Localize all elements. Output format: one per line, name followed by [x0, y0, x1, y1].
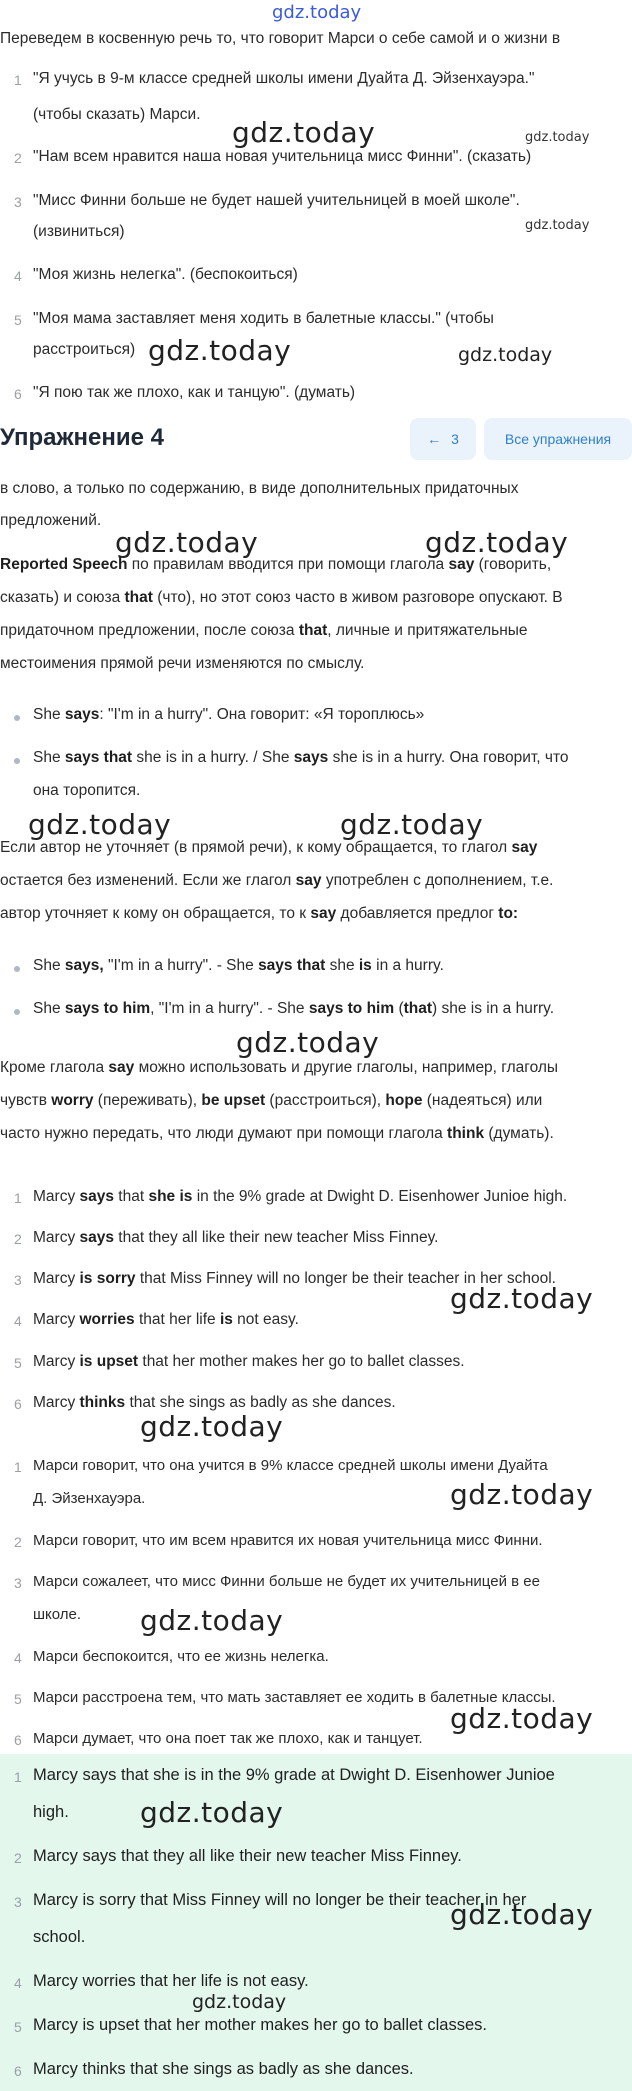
term: says that: [64, 749, 133, 766]
answer-item: Марси сожалеет, что мисс Финни больше не будет их учительницей в ее: [33, 1573, 540, 1590]
site-logo[interactable]: gdz.today: [272, 2, 362, 23]
text: she is in a hurry. / She: [132, 749, 294, 766]
item-number: 2: [14, 150, 22, 166]
term: hope: [385, 1092, 423, 1109]
term: worry: [51, 1092, 94, 1109]
text: ) she is in a hurry.: [432, 1000, 555, 1017]
theory-text: [0, 905, 518, 923]
term: say: [295, 872, 322, 889]
intro-text: Переведем в косвенную речь то, что говорит Марси о себе самой и о жизни в: [0, 30, 561, 47]
list-item: расстроиться): [33, 341, 136, 358]
text: that her mother makes her go to ballet classes.: [138, 1353, 465, 1370]
theory-text: [0, 1059, 558, 1077]
term: that: [298, 622, 328, 639]
list-item: "Нам всем нравится наша новая учительница мисс Финни". (сказать): [33, 148, 532, 165]
item-number: 4: [14, 1650, 22, 1666]
term: say: [108, 1059, 135, 1076]
term: says: [64, 706, 100, 723]
term: is: [358, 957, 372, 974]
text: Marcy: [33, 1394, 80, 1411]
text: Marcy: [33, 1353, 80, 1370]
answer-item: Marcy says that they all like their new teacher Miss Finney.: [33, 1847, 462, 1865]
text: that she sings as badly as she dances.: [125, 1394, 396, 1411]
text: that Miss Finney will no longer be their teacher in her school.: [135, 1270, 556, 1287]
theory-text: предложений.: [0, 512, 102, 529]
watermark: gdz.today: [458, 344, 553, 366]
item-number: 2: [14, 1850, 22, 1866]
term: says: [293, 749, 329, 766]
text: Marcy: [33, 1270, 80, 1287]
list-item: (чтобы сказать) Марси.: [33, 106, 201, 123]
example-item: она торопится.: [33, 782, 141, 799]
watermark: gdz.today: [525, 218, 590, 233]
watermark: gdz.today: [115, 526, 259, 559]
text: that they all like their new teacher Miss Finney.: [113, 1229, 439, 1246]
theory-text: [0, 839, 537, 857]
watermark: gdz.today: [450, 1702, 594, 1735]
term: think: [447, 1125, 485, 1142]
all-exercises-label: Все упражнения: [504, 431, 612, 447]
theory-text: [0, 1125, 554, 1143]
item-number: 4: [14, 1313, 22, 1329]
item-number: 6: [14, 2063, 22, 2079]
text: (расстроиться),: [265, 1092, 386, 1109]
text: чувств: [0, 1092, 52, 1109]
item-number: 5: [14, 1355, 22, 1371]
text: Marcy: [33, 1188, 80, 1205]
term: worries: [79, 1311, 135, 1328]
list-item: "Мисс Финни больше не будет нашей учительницей в моей школе".: [33, 192, 520, 209]
text: (переживать),: [93, 1092, 202, 1109]
item-number: 3: [14, 1272, 22, 1288]
item-number: 5: [14, 1691, 22, 1707]
bullet-icon: [14, 1009, 20, 1015]
term: to:: [498, 905, 519, 922]
text: she: [325, 957, 359, 974]
text: : "I'm in a hurry". Она говорит: «Я тороплюсь»: [99, 706, 425, 723]
term: that: [124, 589, 153, 606]
prev-exercise-button[interactable]: [410, 418, 476, 460]
bullet-icon: [14, 715, 20, 721]
item-number: 2: [14, 1534, 22, 1550]
answer-item: Marcy thinks that she sings as badly as she dances.: [33, 2060, 414, 2078]
bullet-icon: [14, 758, 20, 764]
text: можно использовать и другие глаголы, например, глаголы: [134, 1059, 559, 1076]
term: say: [310, 905, 337, 922]
list-item: "Моя мама заставляет меня ходить в балетные классы." (чтобы: [33, 310, 494, 327]
watermark: gdz.today: [340, 808, 484, 841]
watermark: gdz.today: [450, 1478, 594, 1511]
term: is upset: [79, 1353, 139, 1370]
text: that: [113, 1188, 149, 1205]
watermark: gdz.today: [232, 116, 376, 149]
answer-item: high.: [33, 1803, 69, 1821]
term: says that: [258, 957, 326, 974]
answer-item: Марси расстроена тем, что мать заставляет ее ходить в балетные классы.: [33, 1689, 556, 1706]
item-number: 1: [14, 1190, 22, 1206]
term: is sorry: [79, 1270, 136, 1287]
list-item: "Моя жизнь нелегка". (беспокоиться): [33, 266, 298, 283]
text: She: [33, 706, 65, 723]
item-number: 1: [14, 72, 22, 88]
item-number: 5: [14, 312, 22, 328]
example-item: [33, 706, 424, 724]
watermark: gdz.today: [28, 808, 172, 841]
text: придаточном предложении, после союза: [0, 622, 299, 639]
text: (что), но этот союз часто в живом разговоре опускают. В: [152, 589, 563, 606]
list-item: (извиниться): [33, 223, 125, 240]
item-number: 1: [14, 1459, 22, 1475]
theory-text: [0, 1092, 542, 1110]
answer-item: school.: [33, 1928, 86, 1946]
item-number: 1: [14, 1769, 22, 1785]
term: says to him: [64, 1000, 151, 1017]
term: says: [79, 1188, 114, 1205]
text: Marcy: [33, 1229, 80, 1246]
watermark: gdz.today: [450, 1282, 594, 1315]
watermark: gdz.today: [236, 1026, 380, 1059]
answer-item: Marcy is sorry that Miss Finney will no longer be their teacher in her: [33, 1891, 527, 1909]
term: that: [403, 1000, 433, 1017]
exercise-title: Упражнение 4: [0, 424, 164, 451]
term: Reported Speech: [0, 556, 128, 573]
watermark: gdz.today: [148, 334, 292, 367]
list-item: "Я учусь в 9-м классе средней школы имени Дуайта Д. Эйзенхауэра.": [33, 70, 535, 87]
text: автор уточняет к кому он обращается, то к: [0, 905, 311, 922]
text: she is in a hurry. Она говорит, что: [328, 749, 569, 766]
answer-item: школе.: [33, 1606, 82, 1623]
item-number: 4: [14, 268, 22, 284]
text: in the 9% grade at Dwight D. Eisenhower Junioe high.: [192, 1188, 568, 1205]
text: (говорить,: [474, 556, 552, 573]
text: сказать) и союза: [0, 589, 125, 606]
watermark: gdz.today: [140, 1604, 284, 1637]
term: says,: [64, 957, 104, 974]
text: She: [33, 749, 65, 766]
text: Если автор не уточняет (в прямой речи), к кому обращается, то глагол: [0, 839, 512, 856]
text: часто нужно передать, что люди думают при помощи глагола: [0, 1125, 448, 1142]
theory-text: в слово, а только по содержанию, в виде дополнительных придаточных: [0, 480, 519, 497]
text: (думать).: [484, 1125, 554, 1142]
item-number: 2: [14, 1231, 22, 1247]
theory-text: [0, 872, 553, 890]
text: (: [394, 1000, 404, 1017]
term: say: [448, 556, 475, 573]
list-item: "Я пою так же плохо, как и танцую". (думать): [33, 384, 356, 401]
item-number: 3: [14, 194, 22, 210]
text: in a hurry.: [371, 957, 444, 974]
text: остается без изменений. Если же глагол: [0, 872, 296, 889]
answer-item: Марси говорит, что она учится в 9% классе средней школы имени Дуайта: [33, 1457, 548, 1474]
watermark: gdz.today: [192, 1991, 287, 2013]
answer-item: Marcy is upset that her mother makes her go to ballet classes.: [33, 2016, 487, 2034]
arrow-left-icon: ←: [427, 431, 442, 447]
term: say: [511, 839, 538, 856]
watermark: gdz.today: [525, 130, 590, 145]
text: not easy.: [232, 1311, 299, 1328]
answer-item: Д. Эйзенхауэра.: [33, 1490, 146, 1507]
text: Кроме глагола: [0, 1059, 109, 1076]
term: says: [79, 1229, 114, 1246]
item-number: 6: [14, 1396, 22, 1412]
item-number: 3: [14, 1575, 22, 1591]
all-exercises-button[interactable]: [484, 418, 632, 460]
example-item: [33, 1000, 554, 1018]
answer-item: [33, 1229, 438, 1247]
example-item: [33, 749, 569, 767]
item-number: 3: [14, 1894, 22, 1910]
bullet-icon: [14, 966, 20, 972]
watermark: gdz.today: [450, 1898, 594, 1931]
text: , личные и притяжательные: [327, 622, 528, 639]
watermark: gdz.today: [140, 1796, 284, 1829]
theory-text: [0, 622, 528, 640]
text: употреблен с дополнением, т.е.: [321, 872, 554, 889]
answer-item: [33, 1353, 465, 1371]
answer-item: Marcy worries that her life is not easy.: [33, 1972, 309, 1990]
watermark: gdz.today: [140, 1410, 284, 1443]
theory-text: [0, 589, 563, 607]
text: that her life: [134, 1311, 220, 1328]
answer-item: [33, 1311, 299, 1329]
text: She: [33, 957, 65, 974]
text: , "I'm in a hurry". - She: [150, 1000, 309, 1017]
text: Marcy: [33, 1311, 80, 1328]
item-number: 6: [14, 386, 22, 402]
answer-item: [33, 1188, 567, 1206]
text: "I'm in a hurry". - She: [103, 957, 259, 974]
prev-exercise-label: 3: [451, 431, 459, 447]
text: She: [33, 1000, 65, 1017]
text: по правилам вводится при помощи глагола: [127, 556, 449, 573]
text: (надеяться) или: [422, 1092, 543, 1109]
term: says to him: [308, 1000, 395, 1017]
theory-text: местоимения прямой речи изменяются по смыслу.: [0, 655, 365, 672]
item-number: 4: [14, 1975, 22, 1991]
answer-item: Марси говорит, что им всем нравится их новая учительница мисс Финни.: [33, 1532, 543, 1549]
term: be upset: [201, 1092, 266, 1109]
text: добавляется предлог: [336, 905, 499, 922]
answer-item: Марси думает, что она поет так же плохо, как и танцует.: [33, 1730, 423, 1747]
term: thinks: [79, 1394, 126, 1411]
answer-item: Марси беспокоится, что ее жизнь нелегка.: [33, 1648, 329, 1665]
example-item: [33, 957, 444, 975]
answer-item: Marcy says that she is in the 9% grade at Dwight D. Eisenhower Junioe: [33, 1766, 555, 1784]
item-number: 6: [14, 1732, 22, 1748]
watermark: gdz.today: [425, 526, 569, 559]
term: she is: [148, 1188, 193, 1205]
term: is: [219, 1311, 233, 1328]
item-number: 5: [14, 2019, 22, 2035]
